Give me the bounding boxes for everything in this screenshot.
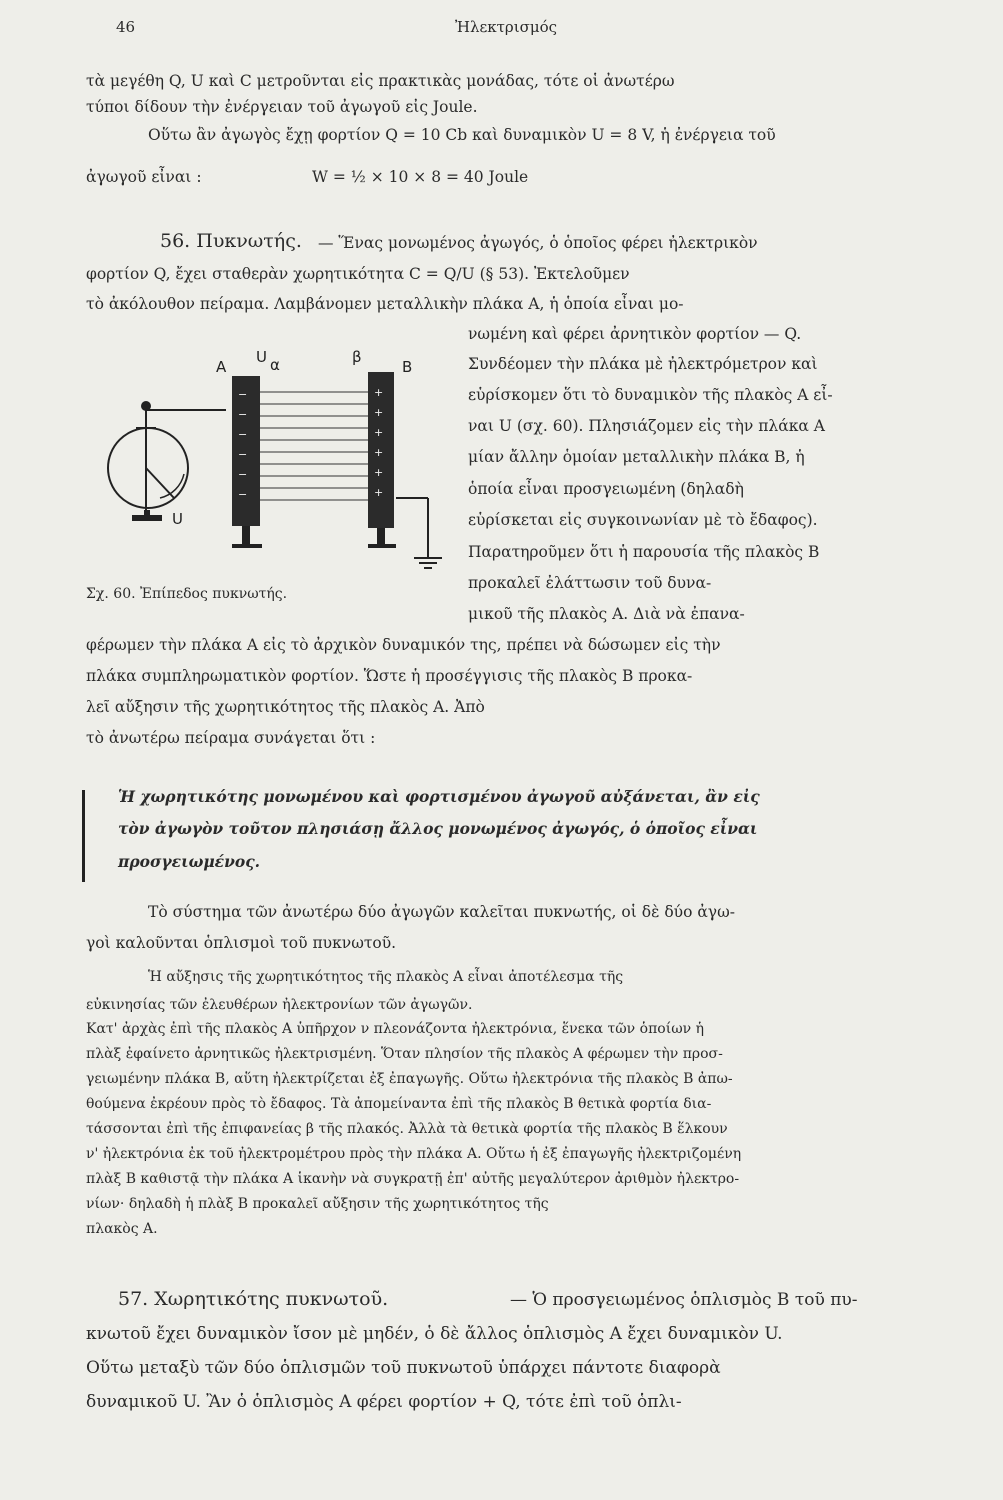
- svg-text:−: −: [238, 408, 248, 421]
- energy-formula: W = ½ × 10 × 8 = 40 Joule: [312, 168, 529, 186]
- text-line: εὑρίσκομεν ὅτι τὸ δυναμικὸν τῆς πλακὸς Α εἶ-: [468, 386, 833, 404]
- text-line: τὸ ἀκόλουθον πείραμα. Λαμβάνομεν μεταλλικὴν πλάκα Α, ἡ ὁποία εἶναι μο-: [86, 295, 684, 313]
- note-line: Κατ' ἀρχὰς ἐπὶ τῆς πλακὸς Α ὑπῆρχον ν πλεονάζοντα ἠλεκτρόνια, ἕνεκα τῶν ὁποίων ἡ: [86, 1021, 704, 1037]
- svg-text:+: +: [374, 426, 384, 439]
- text-line: εὑρίσκεται εἰς συγκοινωνίαν μὲ τὸ ἔδαφος).: [468, 511, 818, 529]
- svg-text:−: −: [238, 448, 248, 461]
- figure-60-capacitor: [96, 348, 456, 578]
- note-line: πλὰξ ἐφαίνετο ἀρνητικῶς ἠλεκτρισμένη. Ὅταν πλησίον τῆς πλακὸς Α φέρωμεν τὴν προσ-: [86, 1046, 723, 1062]
- label-u-electrometer: U: [172, 510, 183, 528]
- note-line: νίων· δηλαδὴ ἡ πλὰξ Β προκαλεῖ αὔξησιν τῆς χωρητικότητος τῆς: [86, 1196, 549, 1212]
- page-number: 46: [116, 18, 136, 36]
- running-title: Ἠλεκτρισμός: [455, 18, 558, 36]
- svg-text:+: +: [374, 446, 384, 459]
- text-line: κνωτοῦ ἔχει δυναμικὸν ἴσον μὲ μηδέν, ὁ δὲ ἄλλος ὁπλισμὸς Α ἔχει δυναμικὸν U.: [86, 1324, 783, 1344]
- rule-line: προσγειωμένος.: [118, 852, 261, 871]
- text-line: πλάκα συμπληρωματικὸν φορτίον. Ὥστε ἡ προσέγγισις τῆς πλακὸς Β προκα-: [86, 667, 693, 685]
- electrometer-dial: [108, 428, 188, 508]
- text-line: ὁποία εἶναι προσγειωμένη (δηλαδὴ: [468, 480, 744, 498]
- svg-text:−: −: [238, 468, 248, 481]
- figure-caption: Σχ. 60. Ἐπίπεδος πυκνωτής.: [86, 586, 288, 602]
- note-line: γειωμένην πλάκα Β, αὕτη ἠλεκτρίζεται ἐξ ἐπαγωγῆς. Οὕτω ἠλεκτρόνια τῆς πλακὸς Β ἀπω-: [86, 1071, 733, 1087]
- label-a: A: [216, 358, 227, 376]
- text-line: φορτίον Q, ἔχει σταθερὰν χωρητικότητα C = Q/U (§ 53). Ἐκτελοῦμεν: [86, 265, 630, 283]
- rule-bar: [82, 790, 85, 882]
- text-line: τὸ ἀνωτέρω πείραμα συνάγεται ὅτι :: [86, 729, 376, 747]
- text-line: λεῖ αὔξησιν τῆς χωρητικότητος τῆς πλακὸς Α. Ἀπὸ: [86, 698, 485, 716]
- svg-text:+: +: [374, 486, 384, 499]
- text-line: γοὶ καλοῦνται ὁπλισμοὶ τοῦ πυκνωτοῦ.: [86, 934, 397, 952]
- text-line: Παρατηροῦμεν ὅτι ἡ παρουσία τῆς πλακὸς Β: [468, 543, 820, 561]
- text-line: φέρωμεν τὴν πλάκα Α εἰς τὸ ἀρχικὸν δυναμικόν της, πρέπει νὰ δώσωμεν εἰς τὴν: [86, 636, 721, 654]
- text-line: μίαν ἄλλην ὁμοίαν μεταλλικὴν πλάκα Β, ἡ: [468, 448, 805, 466]
- svg-text:−: −: [238, 388, 248, 401]
- text-line: — Ἕνας μονωμένος ἀγωγός, ὁ ὁποῖος φέρει ἠλεκτρικὸν: [318, 234, 758, 252]
- label-beta: β: [352, 348, 362, 366]
- svg-text:−: −: [238, 488, 248, 501]
- note-line: θούμενα ἐκρέουν πρὸς τὸ ἔδαφος. Τὰ ἀπομείναντα ἐπὶ τῆς πλακὸς Β θετικὰ φορτία δια-: [86, 1096, 712, 1112]
- note-line: πλακὸς Α.: [86, 1221, 158, 1237]
- text-line: Οὕτω μεταξὺ τῶν δύο ὁπλισμῶν τοῦ πυκνωτοῦ ὑπάρχει πάντοτε διαφορὰ: [86, 1358, 721, 1378]
- text-line: — Ὁ προσγειωμένος ὁπλισμὸς Β τοῦ πυ-: [510, 1290, 858, 1310]
- svg-text:−: −: [238, 428, 248, 441]
- note-line: ν' ἠλεκτρόνια ἐκ τοῦ ἠλεκτρομέτρου πρὸς τὴν πλάκα Α. Οὕτω ἡ ἐξ ἐπαγωγῆς ἠλεκτριζομένη: [86, 1146, 742, 1162]
- rule-line: τὸν ἀγωγὸν τοῦτον πλησιάσῃ ἄλλος μονωμένος ἀγωγός, ὁ ὁποῖος εἶναι: [118, 819, 758, 838]
- note-line: τάσσονται ἐπὶ τῆς ἐπιφανείας β τῆς πλακός. Ἀλλὰ τὰ θετικὰ φορτία τῆς πλακὸς Β ἕλκουν: [86, 1121, 728, 1137]
- note-line: εὐκινησίας τῶν ἐλευθέρων ἠλεκτρονίων τῶν ἀγωγῶν.: [86, 997, 473, 1013]
- text-line: τύποι δίδουν τὴν ἐνέργειαν τοῦ ἀγωγοῦ εἰς Joule.: [86, 98, 478, 116]
- text-line: Οὕτω ἂν ἀγωγὸς ἔχῃ φορτίον Q = 10 Cb καὶ δυναμικὸν U = 8 V, ἡ ἐνέργεια τοῦ: [148, 126, 776, 144]
- text-line: δυναμικοῦ U. Ἂν ὁ ὁπλισμὸς Α φέρει φορτίον + Q, τότε ἐπὶ τοῦ ὁπλι-: [86, 1392, 682, 1412]
- svg-text:+: +: [374, 386, 384, 399]
- section-56-heading: 56. Πυκνωτής.: [160, 230, 302, 252]
- note-line: πλὰξ Β καθιστᾷ τὴν πλάκα Α ἱκανὴν νὰ συγκρατῇ ἐπ' αὐτῆς μεγαλύτερον ἀριθμὸν ἠλεκτρο-: [86, 1171, 740, 1187]
- svg-text:+: +: [374, 406, 384, 419]
- text-line: μικοῦ τῆς πλακὸς Α. Διὰ νὰ ἐπανα-: [468, 605, 745, 623]
- rule-line: Ἡ χωρητικότης μονωμένου καὶ φορτισμένου ἀγωγοῦ αὐξάνεται, ἂν εἰς: [118, 787, 760, 806]
- section-57-heading: 57. Χωρητικότης πυκνωτοῦ.: [118, 1288, 389, 1310]
- svg-text:+: +: [374, 466, 384, 479]
- text-line: τὰ μεγέθη Q, U καὶ C μετροῦνται εἰς πρακτικὰς μονάδας, τότε οἱ ἀνωτέρω: [86, 72, 675, 90]
- text-line: Συνδέομεν τὴν πλάκα μὲ ἠλεκτρόμετρον καὶ: [468, 355, 818, 373]
- note-line: Ἡ αὔξησις τῆς χωρητικότητος τῆς πλακὸς Α εἶναι ἀποτέλεσμα τῆς: [148, 969, 624, 985]
- text-line: Τὸ σύστημα τῶν ἀνωτέρω δύο ἀγωγῶν καλεῖται πυκνωτής, οἱ δὲ δύο ἀγω-: [148, 903, 735, 921]
- label-alpha: α: [270, 356, 280, 374]
- text-line: ναι U (σχ. 60). Πλησιάζομεν εἰς τὴν πλάκα Α: [468, 417, 825, 435]
- text-line: προκαλεῖ ἐλάττωσιν τοῦ δυνα-: [468, 574, 712, 592]
- text-line: ἀγωγοῦ εἶναι :: [86, 168, 202, 186]
- text-line: νωμένη καὶ φέρει ἀρνητικὸν φορτίον — Q.: [468, 325, 802, 343]
- label-b: B: [402, 358, 413, 376]
- label-u: U: [256, 348, 267, 366]
